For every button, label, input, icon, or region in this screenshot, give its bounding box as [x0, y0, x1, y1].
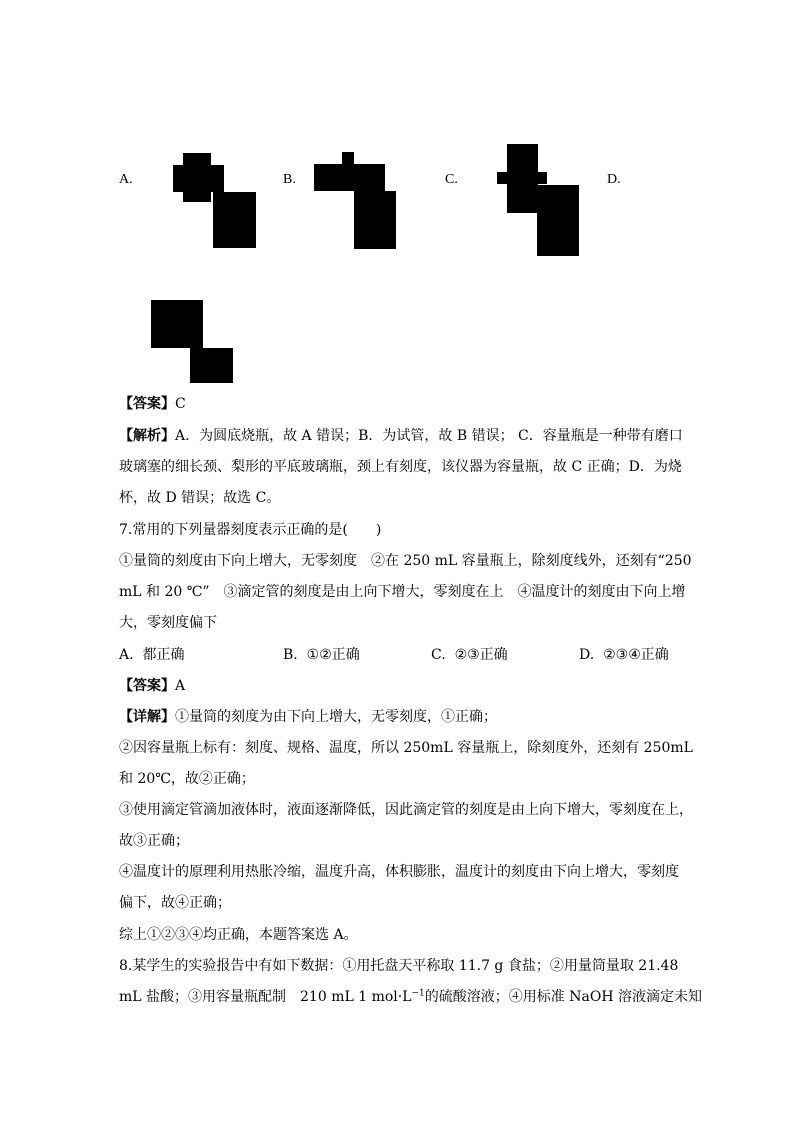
q7-detail-line-6: ④温度计的原理利用热胀冷缩，温度升高，体积膨胀，温度计的刻度由下向上增大，零刻度: [119, 864, 679, 880]
q7-detail-line-3: 和 20℃，故②正确；: [119, 771, 255, 787]
q7-choice-d: D. ②③④正确: [579, 647, 669, 663]
q7-detail-line-7: 偏下，故④正确；: [119, 895, 231, 911]
q7-detail-line-1: 【详解】①量筒的刻度为由下向上增大，无零刻度，①正确；: [119, 709, 497, 725]
q7-detail-line-5: 故③正确；: [119, 833, 189, 849]
q7-stem: 7.常用的下列量器刻度表示正确的是( ): [119, 522, 382, 538]
q6-answer: 【答案】C: [119, 396, 186, 412]
q6-analysis-line-2: 玻璃塞的细长颈、梨形的平底玻璃瓶，颈上有刻度，该仪器为容量瓶，故 C 正确；D．为烧: [119, 459, 682, 475]
q7-statement-line-1: ①量筒的刻度由下向上增大，无零刻度 ②在 250 mL 容量瓶上，除刻度线外，还刻有“250: [119, 553, 692, 569]
option-c-label: C.: [445, 172, 458, 187]
q8-stem-line-2: mL 盐酸；③用容量瓶配制 210 mL 1 $mol\cdot L^{-1}$的硫酸溶液；④用标准 NaOH 溶液滴定未知: [119, 988, 702, 1005]
q6-analysis-line-1: 【解析】A．为圆底烧瓶，故 A 错误；B．为试管，故 B 错误； C．容量瓶是一种带有磨口: [119, 428, 683, 444]
option-d-label: D.: [607, 172, 621, 187]
option-a-label: A.: [119, 172, 133, 187]
q7-answer: 【答案】A: [119, 678, 186, 694]
q8-stem-line-1: 8.某学生的实验报告中有如下数据：①用托盘天平称取 11.7 g 食盐；②用量筒量取 21.48: [119, 958, 679, 974]
q7-statement-line-3: 大，零刻度偏下: [119, 615, 217, 631]
q6-analysis-line-3: 杯，故 D 错误；故选 C。: [119, 490, 281, 506]
q7-choice-c: C. ②③正确: [431, 647, 508, 663]
q7-choice-b: B. ①②正确: [283, 647, 360, 663]
q7-detail-line-8: 综上①②③④均正确，本题答案选 A。: [119, 927, 358, 943]
q7-detail-line-2: ②因容量瓶上标有：刻度、规格、温度，所以 250mL 容量瓶上，除刻度外，还刻有 250mL: [119, 740, 693, 756]
q7-statement-line-2: mL 和 20 ℃” ③滴定管的刻度是由上向下增大，零刻度在上 ④温度计的刻度由下向上增: [119, 584, 686, 600]
q7-choice-a: A. 都正确: [119, 647, 185, 663]
q7-detail-line-4: ③使用滴定管滴加液体时，液面逐渐降低，因此滴定管的刻度是由上向下增大，零刻度在上，: [119, 802, 693, 818]
option-b-label: B.: [283, 172, 296, 187]
